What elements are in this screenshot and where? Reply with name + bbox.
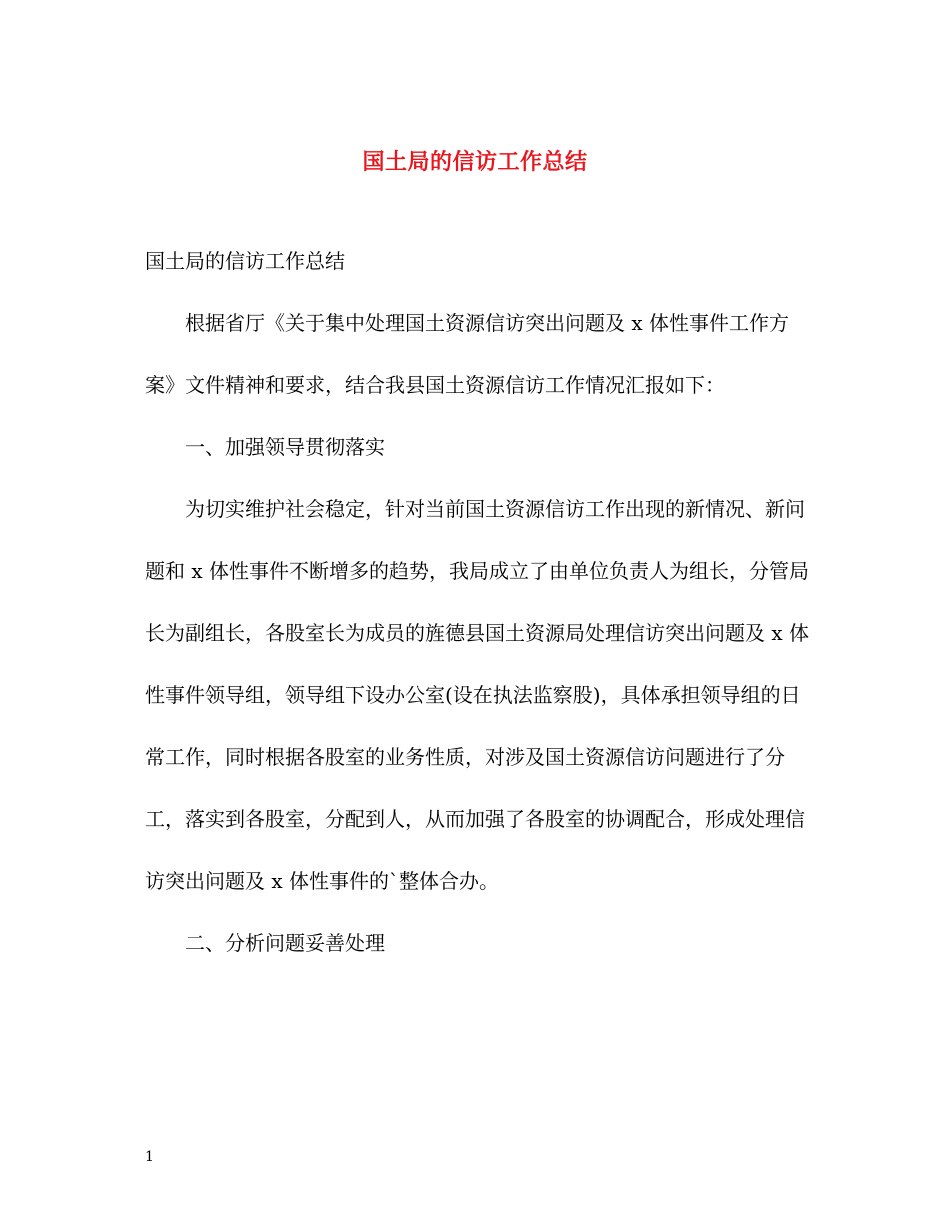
paragraph-intro: 根据省厅《关于集中处理国土资源信访突出问题及 x 体性事件工作方案》文件精神和要求，结合我县国土资源信访工作情况汇报如下： (145, 311, 789, 397)
section-heading-2: 二、分析问题妥善处理 (185, 931, 385, 955)
document-subtitle: 国土局的信访工作总结 (145, 249, 345, 273)
paragraph-section-1: 为切实维护社会稳定，针对当前国土资源信访工作出现的新情况、新问题和 x 体性事件不断增多的趋势，我局成立了由单位负责人为组长，分管局长为副组长，各股室长为成员的旌德县国土资源局处理信访突出问题及 x 体性事件领导组，领导组下设办公室(设在执法监察股)，具体承担领导组的日常工作，同时根据各股室的业务性质，对涉及国土资源信访问题进行了分工，落实到各股室，分配到人，从而加强了各股室的协调配合，形成处理信访突出问题及 x 体性事件的`整体合办。 (145, 497, 809, 893)
page-number: 1 (145, 1149, 154, 1165)
document-body (145, 230, 815, 974)
document-title: 国土局的信访工作总结 (362, 149, 588, 175)
section-heading-1: 一、加强领导贯彻落实 (185, 435, 385, 459)
